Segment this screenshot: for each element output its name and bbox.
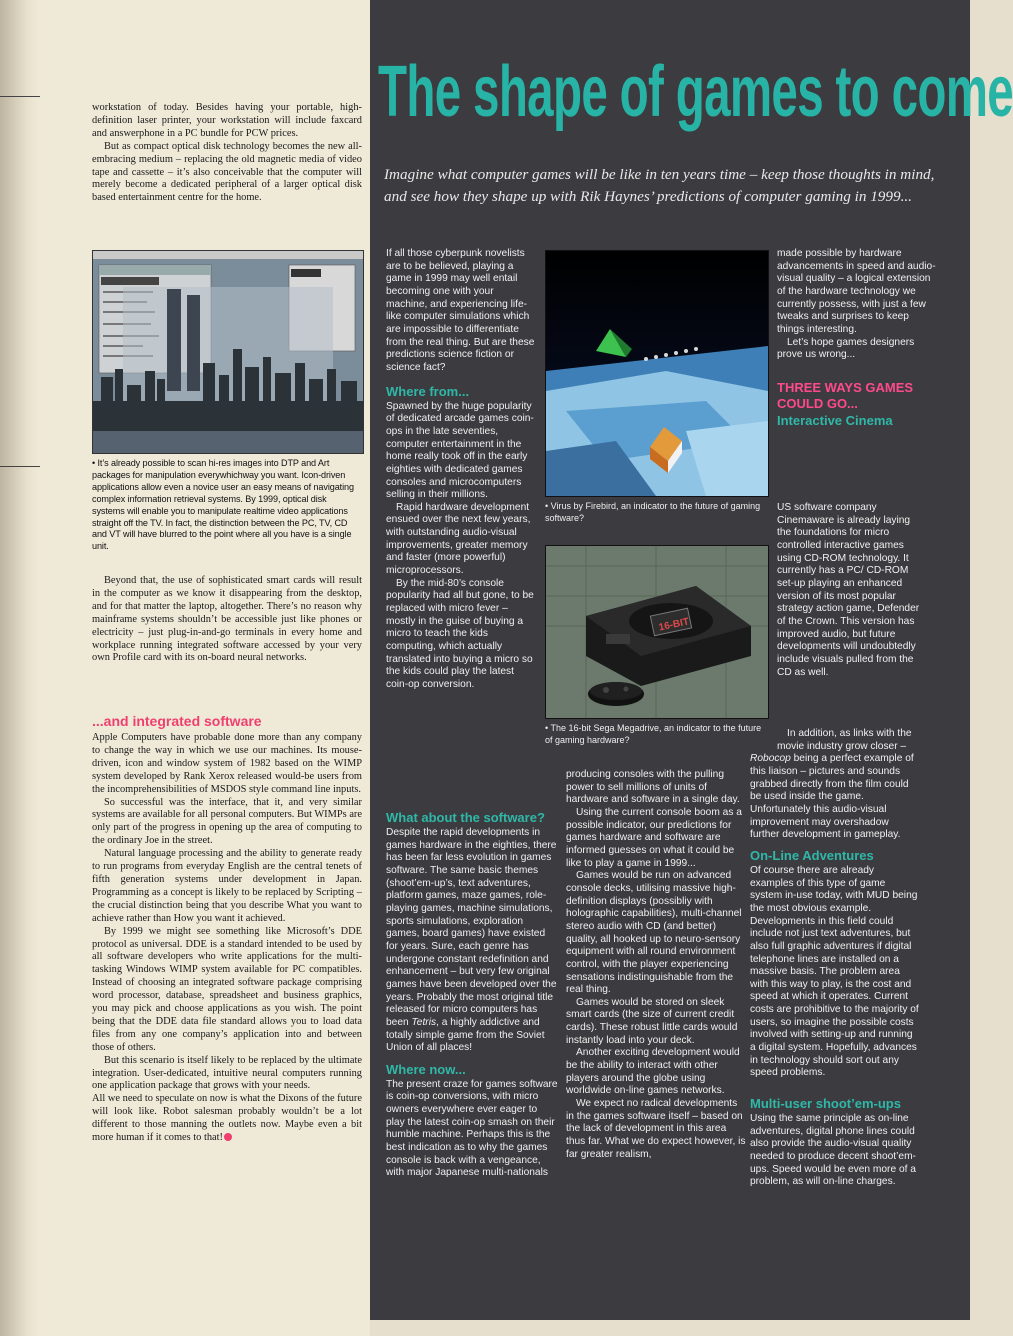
paragraph [386, 827, 558, 1055]
left-top-text [92, 102, 362, 205]
paragraph: made possible by hardware advancements in speed and audio-visual quality – a logical extension of the hardware technology we currently possess, with just a few tweaks and surprises to keep things interesting. [777, 248, 936, 335]
column-3-lower [750, 502, 920, 679]
paragraph: Games would be stored on sleek smart cards (the size of current credit cards). These robust little cards would instantly load into your deck. [566, 996, 738, 1046]
megadrive-illustration [546, 546, 768, 718]
section-heading: Multi-user shoot’em-ups [750, 1096, 901, 1112]
skyline-illustration [93, 251, 363, 453]
paragraph: Apple Computers have probable done more than any company to change the way in which we use our machines. Its mouse-driven, icon and window system of 1982 based on the WIMP system developed by Rank Xerox released would-be users from the incomprehensibilities of MSDOS style command line inputs. [92, 732, 362, 795]
paragraph: In addition, as links with the movie industry grow closer – [777, 728, 912, 752]
paragraph-text: , a highly addictive and totally simple game from the Soviet Union of all places! [386, 1016, 545, 1054]
paragraph: Using the same principle as on-line adventures, digital phone lines could also provide the audio-visual quality needed to produce decent shoot’em-ups. Speed would be even more of a problem, as will on-line charges. [750, 1113, 916, 1188]
column-3 [777, 248, 937, 430]
game-title: Tetris [411, 1016, 437, 1028]
paragraph: So successful was the interface, that it, and very similar systems are available for all personal computers. But WIMPs are only part of the progress in opening up the area of computing to the ordinary Joe in the street. [92, 796, 362, 847]
paragraph: Games would be run on advanced console decks, utilising massive high-definition displays (possibliy with holographic capabilities), multi-channel stereo audio with CD (and better) quality, all hooked up to neuro-sensory equipment with all round environment control, with the player experiencing sensations indistinguishable from the real thing. [566, 870, 742, 996]
paragraph: But as compact optical disk technology becomes the new all-embracing medium – replacing the old magnetic media of video tape and cassette – it’s also conceivable that the computer will merely become a dedicated peripheral of a larger optical disk based entertainment centre for the home. [92, 140, 362, 204]
paragraph-text: All we need to speculate on now is what the Dixons of the future will look like. Robot salesman probably wouldn’t be a lot different to those manning the outlets now. Maybe even a bit more human if it comes to that! [92, 1093, 362, 1144]
paragraph: Let’s hope games designers prove us wrong... [777, 336, 915, 361]
megadrive-photo [545, 545, 769, 719]
paragraph: We expect no radical developments in the games software itself – based on the lack of development in this area thus far. What we do expect however, is far greater realism, [566, 1098, 746, 1160]
section-heading: ...and integrated software [92, 713, 262, 729]
image-caption: • It’s already possible to scan hi-res images into DTP and Art packages for manipulation everywhichway you want. Icon-driven applications allow even a novice user an easy means of navigating complex information retrieval systems. By 1999, optical disk systems will enable you to manipulate realtime video applications straight off the TV. In fact, the distinction between the PC, TV, CD and VT will have blurred to the point where all you have is a single unit. [92, 458, 354, 552]
paragraph: Using the current console boom as a possible indicator, our predictions for games hardware and software are informed guesses on what it could be like to play a game in 1999... [566, 806, 742, 869]
section-heading: Where from... [386, 383, 470, 399]
virus-caption: • Virus by Firebird, an indicator to the future of gaming software? [545, 501, 761, 523]
paragraph: But this scenario is itself likely to be replaced by the ultimate integration. User-dedicated, intuitive neural computers running one application package that grows with your needs. [92, 1054, 362, 1092]
section-heading: Interactive Cinema [777, 412, 893, 428]
film-title: Robocop [750, 753, 791, 765]
dtp-screenshot-image [92, 250, 364, 454]
section-heading: THREE WAYS GAMES COULD GO... [777, 379, 914, 411]
end-mark-icon [224, 1133, 232, 1141]
page-bottom-edge [370, 1320, 970, 1336]
gutter-rule [0, 466, 40, 467]
virus-game-screenshot [545, 250, 769, 497]
paragraph [750, 753, 920, 842]
virus-landscape-illustration [546, 251, 768, 496]
paragraph-text: being a perfect example of this liaison – pictures and sounds grabbed directly from the film could be used inside the game. Unfortunately this audio-visual improvement may overshadow further development in gameplay. [750, 753, 914, 841]
left-middle-text [92, 575, 362, 665]
paragraph: The present craze for games software is coin-op conversions, with micro owners everywhere ever eager to play the latest coin-op smash on their humble machine. Perhaps this is the best indication as to why the games console is back with a vengeance, with major Japanese multi-nationals [386, 1078, 558, 1179]
section-heading: What about the software? [386, 810, 545, 825]
paragraph: Natural language processing and the ability to generate ready to run programs from everyday English are the central tenets of fifth generation systems under development in Japan. Programming as a concept is likely to be replaced by Scripting – the crucial distinction being that you describe What you want to achieve rather than How you want it achieved. [92, 848, 362, 924]
gutter-rule [0, 96, 40, 97]
paragraph: Spawned by the huge popularity of dedicated arcade games coin-ops in the late seventies, computer entertainment in the home really took off in the early eighties with dedicated games consoles and microcomputers selling in their millions. [386, 400, 534, 501]
paragraph: producing consoles with the pulling power to sell millions of units of hardware and software in a single day. [566, 769, 740, 806]
section-heading: On-Line Adventures [750, 847, 874, 863]
column-1-lower [386, 810, 558, 1180]
megadrive-caption: • The 16-bit Sega Megadrive, an indicator to the future of gaming hardware? [545, 723, 762, 745]
paragraph: By 1999 we might see something like Microsoft’s DDE protocol as universal. DDE is a standard intended to be used by all software developers who write applications for the multi-tasking Windows WIMP system available for PC compatibles. Instead of choosing an integrated software package comprising word processor, database, spreadsheet and business graphics, you may pick and choose applications as you wish. The point being that the DDE data file standard allows you to load data files from any one company’s application into and between those of others. [92, 925, 362, 1053]
paragraph: Beyond that, the use of sophisticated smart cards will result in the computer as we know it disappearing from the desktop, and for that matter the laptop, altogether. There’s no reason why mainframe systems shouldn’t be accessible just like phones or electricity – just plug-in-and-go terminals in every home and workplace running integrated software accessed by your very own Profile card with its on-board neural networks. [92, 575, 362, 664]
paragraph: Of course there are already examples of this type of game system in-use today, with MUD being the most obvious example. Developments in this field could include not just text adventures, but also full graphic adventures if digital telephone lines are installed on a massive basis. The problem area with this way to play, is the cost and speed at which it operates. Current costs are prohibitive to the majority of users, so imagine the possible costs involved with setting-up and running a digital system. Hopefully, advances in technology should sort out any speed problems. [750, 864, 919, 1079]
paragraph: By the mid-80’s console popularity had all but gone, to be replaced with micro fever – mostly in the guise of buying a micro to teach the kids computing, which actually translated into buying a micro so the kids could play the latest coin-op conversion. [386, 577, 534, 690]
paragraph: Rapid hardware development ensued over the next few years, with outstanding audio-visual improvements, greater memory and faster (more powerful) microprocessors. [386, 501, 531, 577]
paragraph: workstation of today. Besides having your portable, high-definition laser printer, your workstation will include faxcard and answerphone in a PC bundle for PCW prices. [92, 102, 362, 139]
left-bottom-text [92, 732, 362, 1145]
paragraph: Another exciting development would be the ability to interact with other players around the globe using worldwide on-line games networks. [566, 1047, 740, 1097]
column-3-bottom [750, 728, 920, 1189]
standfirst: Imagine what computer games will be like in ten years time – keep those thoughts in mind, and see how they shape up with Rik Haynes’ predictions of computer gaming in 1999... [384, 166, 935, 205]
console-badge: 16-BIT [657, 616, 691, 634]
column-1 [386, 248, 536, 692]
section-heading: Where now... [386, 1061, 466, 1077]
article-title: The shape of games to come [378, 52, 1013, 132]
paragraph: If all those cyberpunk novelists are to be believed, playing a game in 1999 may well entail becoming one with your machine, and experiencing life-like computer simulations which are impossible to differentiate from the real thing. But are these predictions science fiction or science fact? [386, 248, 535, 373]
paragraph [92, 1093, 362, 1143]
binding-gutter [0, 0, 40, 1336]
column-2 [566, 769, 746, 1161]
paragraph-text: Despite the rapid developments in games hardware in the eighties, there has been far less evolution in games software. The same basic themes (shoot’em-up’s, text adventures, platform games, maze games, role-playing games, machine simulations, sports simulations, exploration games, board games) have existed for years. Sure, each genre has undergone constant redefinition and enhancement – but very few original games have been developed over the years. Probably the most original title released for micro computers has been [386, 827, 557, 1028]
paragraph: US software company Cinemaware is already laying the foundations for micro controlled interactive games using CD-ROM technology. It currently has a PC/ CD-ROM set-up playing an enhanced version of its most popular strategy action game, Defender of the Crown. This version has improved audio, but future developments will undoubtedly include visuals pulled from the CD as well. [777, 502, 920, 678]
